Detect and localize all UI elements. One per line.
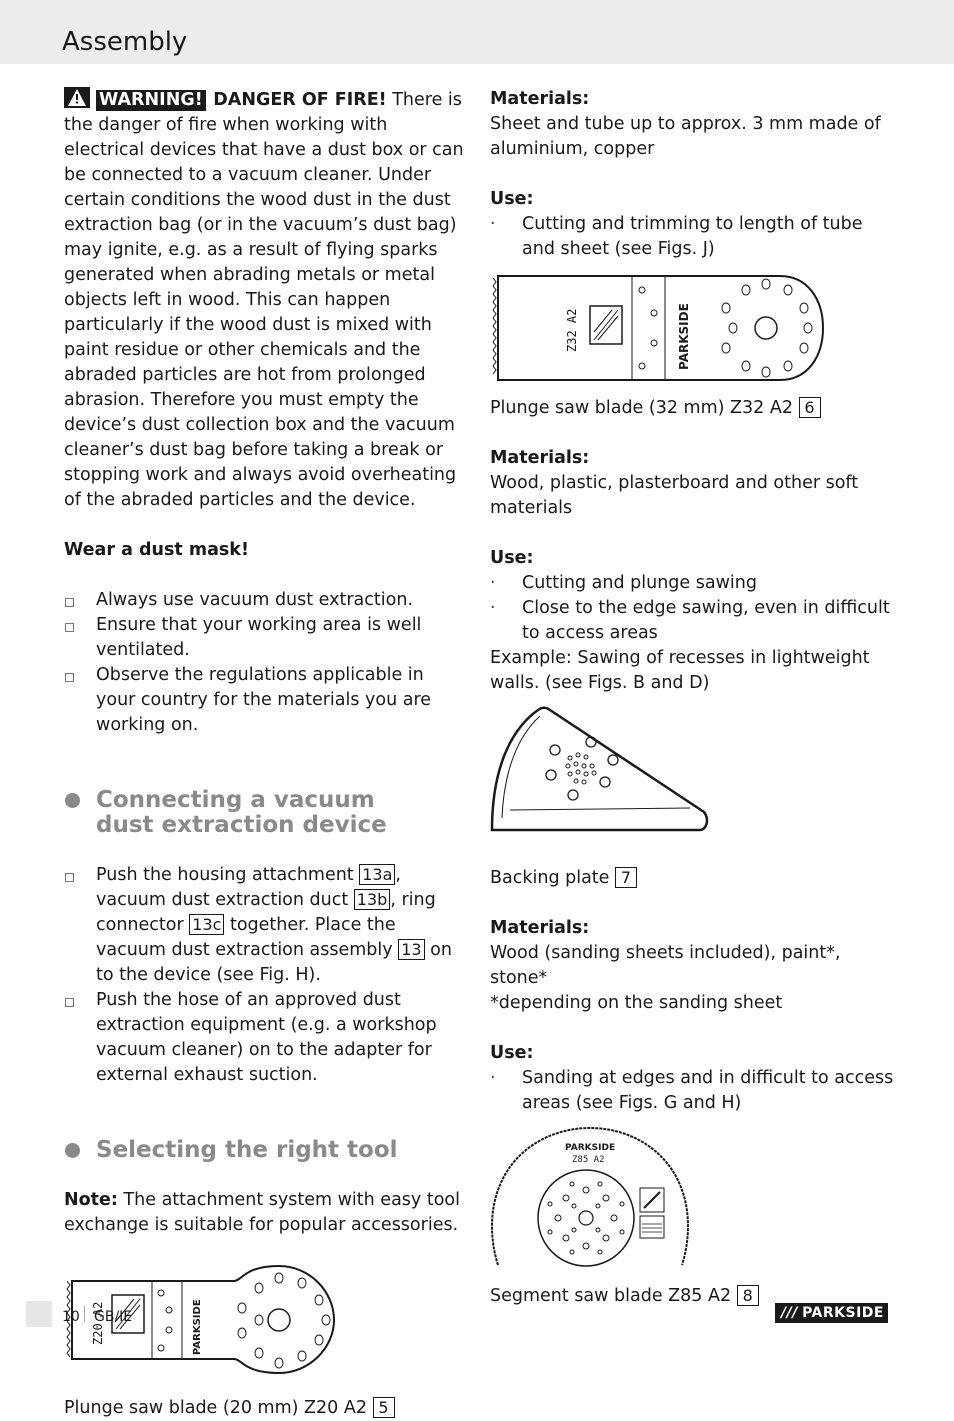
parkside-logo: /// PARKSIDE <box>775 1303 888 1323</box>
blade-z85-brand: PARKSIDE <box>565 1143 616 1153</box>
blade-z20-caption: Plunge saw blade (20 mm) Z20 A2 5 <box>64 1396 464 1421</box>
use-heading: Use: <box>490 548 534 568</box>
left-column <box>64 87 464 1421</box>
danger-label: DANGER OF FIRE! <box>213 90 387 110</box>
list-item: · Cutting and trimming to length of tube and sheet (see Figs. J) <box>490 212 900 262</box>
list-item: Push the hose of an approved dust extraction equipment (e.g. a workshop vacuum cleaner) on to the adapter for external exhaust suction. <box>64 988 464 1088</box>
use-list-3 <box>490 1066 900 1116</box>
ref-13: 13 <box>398 939 424 960</box>
warning-label: WARNING! <box>96 90 206 111</box>
warning-text: There is the danger of fire when working with electrical devices that have a dust box or can be connected to a vacuum cleaner. Under certain conditions the wood dust in the dust extraction bag (or in the vacuum’s dust bag) may ignite, e.g. as a result of flying sparks generated when abrading metals or metal objects left in wood. This can happen particularly if the wood dust is mixed with paint residue or other chemicals and the abraded particles are hot from prolonged abrasion. Therefore you must empty the device’s dust collection box and the vacuum cleaner’s dust bag before taking a break or stopping work and always avoid overheating of the abraded particles and the device. <box>64 90 464 510</box>
materials-heading: Materials: <box>490 89 590 109</box>
blade-z20-mark: Z20 A2 <box>91 1301 105 1345</box>
footer-corner <box>26 1301 52 1327</box>
ref-13b: 13b <box>354 889 391 910</box>
dust-mask-heading: Wear a dust mask! <box>64 540 249 560</box>
list-item: · Close to the edge sawing, even in difficult to access areas <box>490 596 900 646</box>
example-text: Example: Sawing of recesses in lightweight walls. (see Figs. B and D) <box>490 648 870 693</box>
blade-z85-figure <box>490 1120 700 1270</box>
connect-list <box>64 863 464 1088</box>
list-item: Always use vacuum dust extraction. <box>64 588 464 613</box>
blade-z32-brand: PARKSIDE <box>677 303 691 370</box>
materials-text-1: Sheet and tube up to approx. 3 mm made of aluminium, copper <box>490 114 881 159</box>
materials-heading: Materials: <box>490 448 590 468</box>
blade-z85-caption: Segment saw blade Z85 A2 8 <box>490 1284 900 1309</box>
materials-heading: Materials: <box>490 918 590 938</box>
fire-warning <box>64 87 464 513</box>
section-heading-tool: Selecting the right tool <box>64 1138 464 1163</box>
right-column <box>490 87 900 1309</box>
note: Note: The attachment system with easy tool exchange is suitable for popular accessories. <box>64 1190 460 1235</box>
blade-z32-mark: Z32 A2 <box>565 308 579 352</box>
dust-list <box>64 588 464 738</box>
materials-text-2: Wood, plastic, plasterboard and other soft materials <box>490 473 859 518</box>
use-heading: Use: <box>490 1043 534 1063</box>
footer-divider <box>84 1306 85 1322</box>
use-list-2 <box>490 571 900 646</box>
list-item: Ensure that your working area is well ventilated. <box>64 613 464 663</box>
blade-z32-figure <box>490 268 830 388</box>
ref-8: 8 <box>737 1285 759 1306</box>
materials-text-3a: Wood (sanding sheets included), paint*, stone* <box>490 943 841 988</box>
ref-13a: 13a <box>359 864 395 885</box>
list-item: Push the housing attachment 13a , vacuum dust extraction duct 13b , ring connector 13c together. Place the vacuum dust extraction assembly 13 on to the device (see Fig. H). <box>64 863 464 988</box>
language-code: GB/IE <box>94 1309 133 1325</box>
backing-plate-figure <box>490 700 720 840</box>
list-item: · Sanding at edges and in difficult to access areas (see Figs. G and H) <box>490 1066 900 1116</box>
blade-z20-brand: PARKSIDE <box>192 1299 203 1355</box>
page-title: Assembly <box>62 27 188 57</box>
list-item: Observe the regulations applicable in your country for the materials you are working on. <box>64 663 464 738</box>
ref-7: 7 <box>615 867 637 888</box>
blade-z32-caption: Plunge saw blade (32 mm) Z32 A2 6 <box>490 396 900 421</box>
ref-5: 5 <box>373 1397 395 1418</box>
section-heading-vacuum: Connecting a vacuum dust extraction device <box>64 788 464 838</box>
list-item: · Cutting and plunge sawing <box>490 571 900 596</box>
ref-6: 6 <box>799 397 821 418</box>
use-heading: Use: <box>490 189 534 209</box>
materials-text-3b: *depending on the sanding sheet <box>490 993 783 1013</box>
use-list-1 <box>490 212 900 262</box>
backing-plate-caption: Backing plate 7 <box>490 866 900 891</box>
ref-13c: 13c <box>189 914 224 935</box>
blade-z85-mark: Z85 A2 <box>572 1155 605 1165</box>
page-number: 10 <box>62 1309 80 1325</box>
warning-triangle-icon <box>64 87 90 108</box>
